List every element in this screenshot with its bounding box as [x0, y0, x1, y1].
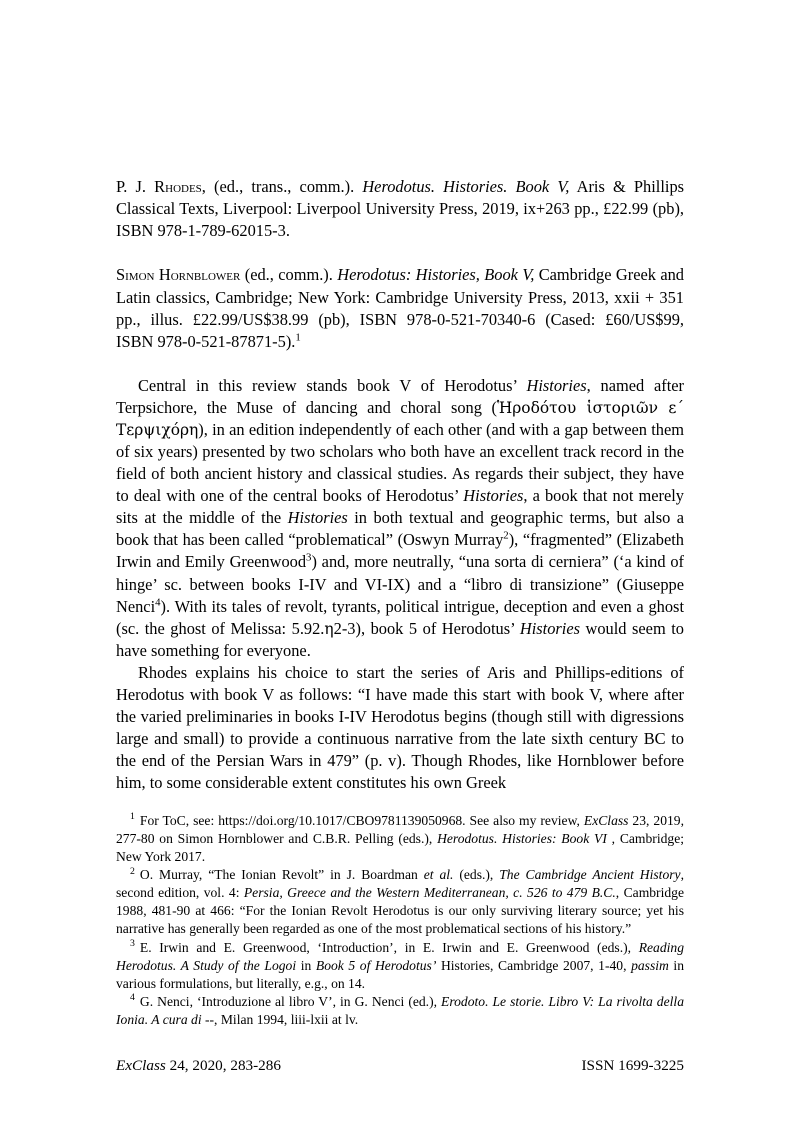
text-run: , Cambridge 1988, 481-90 at 466: “For the Ionian Revolt Herodotus is our only surviving literary source; yet his narrative has generally been regarded as one of the most problematical sections of his history.”: [116, 885, 684, 937]
text-run: ) and, more neutrally, “una sorta di cerniera” (‘a kind of hinge’ sc. between books I-IV and VI-IX) and a “libro di transizione” (Giuseppe Nenci: [116, 552, 684, 616]
book-title: Herodotus: Histories, Book V,: [337, 265, 535, 285]
italic-text: passim: [631, 957, 669, 973]
text-run: , Cambridge; New York 2017.: [116, 831, 685, 865]
text-run: ), in an edition independently of each other (and with a gap between them of six years) presented by two scholars who both have an excellent track record in the field of both ancient history and classical studies. As regards their subject, they have to deal with one of the central books of Herodotus’: [116, 420, 684, 506]
paragraph-rhodes-explains: [116, 662, 684, 794]
italic-text: Histories: [287, 508, 348, 528]
text-run: Rhodes explains his choice to start the series of Aris and Phillips-editions of Herodotus with book V as follows: “I have made this start with book V, where after the varied preliminaries in books I-IV Herodotus begins (though still with digressions large and small) to provide a continuous narrative from the late sixth century BC to the end of the Persian Wars in 479” (p. v). Though Rhodes, like Hornblower before him, to some considerable extent constitutes his own Greek: [116, 662, 684, 793]
italic-text: ExClass: [583, 813, 629, 828]
author-surname-smallcaps: ornblower: [170, 265, 241, 285]
footnote-number: 2: [130, 865, 135, 877]
book-title: Herodotus. Histories. Book V,: [362, 177, 570, 196]
text-run: in: [296, 957, 316, 973]
italic-text: Erodoto. Le storie. Libro V: La rivolta della Ionia. A cura di --: [116, 993, 684, 1027]
author-name: P. J. Rhodes: [116, 177, 202, 196]
text-run: (eds.),: [453, 867, 500, 883]
footnotes-section: [116, 812, 684, 1029]
text-run: , Milan 1994, liii-lxii at lv.: [214, 1011, 359, 1027]
footnote-3: [116, 939, 684, 993]
footer-journal-name: ExClass: [116, 1057, 166, 1074]
text-run: For ToC, see: https://doi.org/10.1017/CBO9781139050968. See also my review,: [139, 813, 584, 828]
greek-text: Ἡροδότου ἱστοριῶν ε΄ Τερψιχόρη: [116, 399, 684, 440]
footnote-4: [116, 993, 684, 1029]
greek-text: η: [324, 619, 334, 638]
text-run: 23, 2019, 277-80 on Simon Hornblower and C.B.R. Pelling (eds.),: [116, 813, 684, 847]
footnote-marker[interactable]: 1: [295, 331, 301, 344]
italic-text: Herodotus. Histories: Book VI: [437, 831, 607, 847]
text-run: Central in this review stands book V of Herodotus’: [138, 375, 527, 395]
text-run: O. Murray, “The Ionian Revolt” in J. Boardman: [139, 867, 424, 883]
text-run: in both textual and geographic terms, but also a book that has been called “problematical” (Oswyn Murray: [116, 508, 684, 550]
italic-text: Histories: [463, 486, 524, 506]
footnote-number: 1: [130, 811, 135, 823]
italic-text: et al.: [423, 867, 454, 883]
text-run: would seem to have something for everyone.: [116, 618, 684, 660]
footnote-number: 4: [130, 992, 135, 1004]
italic-text: Histories: [519, 618, 580, 638]
italic-text: Persia, Greece and the Western Mediterranean, c. 526 to 479 B.C.: [243, 885, 616, 901]
reference-rhodes: P. J. Rhodes, (ed., trans., comm.). Herodotus. Histories. Book V, Aris & Phillips Classical Texts, Liverpool: Liverpool University Press, 2019, ix+263 pp., £22.99 (pb), ISBN 978-1-789-62015-3.: [116, 177, 685, 241]
text-run: in various formulations, but literally, e.g., on 14.: [116, 957, 685, 991]
italic-text: Reading Herodotus. A Study of the Logoi: [116, 939, 684, 973]
footer-journal-citation: [116, 1057, 281, 1075]
reference-hornblower: Simon Hornblower (ed., comm.). Herodotus: Histories, Book V, Cambridge Greek and Latin classics, Cambridge; New York: Cambridge University Press, 2013, xxii + 351 pp., illus. £22.99/US$38.99 (pb), ISBN 978-0-521-70340-6 (Cased: £60/US$99, ISBN 978-0-521-87871-5).$^1$: [116, 265, 684, 351]
footnote-marker[interactable]: 2: [503, 529, 509, 542]
text-run: 2-3), book 5 of Herodotus’: [333, 618, 520, 638]
footnote-1: [116, 812, 684, 866]
footnote-marker[interactable]: 3: [306, 552, 312, 565]
author-smallcaps: imon: [125, 265, 155, 285]
footer-issn: ISSN 1699-3225: [581, 1057, 684, 1074]
footer-citation-rest: 24, 2020, 283-286: [165, 1057, 281, 1074]
text-run: E. Irwin and E. Greenwood, ‘Introduction’, in E. Irwin and E. Greenwood (eds.),: [139, 939, 639, 955]
text-run: ). With its tales of revolt, tyrants, political intrigue, deception and even a ghost (sc. the ghost of Melissa: 5.92.: [116, 596, 684, 638]
text-run: G. Nenci, ‘Introduzione al libro V’, in G. Nenci (ed.),: [139, 993, 442, 1009]
italic-text: Book 5 of Herodotus’: [315, 957, 437, 973]
article-body: [116, 176, 684, 794]
text-run: , named after Terpsichore, the Muse of dancing and choral song (: [116, 375, 685, 418]
italic-text: The Cambridge Ancient History: [499, 867, 681, 883]
author-smallcaps: hodes: [165, 177, 202, 196]
paragraph-central: [116, 375, 684, 662]
footnote-2: [116, 866, 684, 938]
footnote-number: 3: [130, 938, 135, 950]
text-run: Histories, Cambridge 2007, 1-40,: [436, 957, 632, 973]
author-name: Simon Hornblower: [116, 265, 241, 285]
text-run: , second edition, vol. 4:: [116, 867, 684, 901]
footnote-marker[interactable]: 4: [155, 596, 161, 609]
italic-text: Histories: [526, 375, 587, 395]
text-run: ), “fragmented” (Elizabeth Irwin and Emily Greenwood: [116, 530, 684, 572]
text-run: , a book that not merely sits at the middle of the: [116, 486, 685, 528]
page-footer: [116, 1057, 684, 1075]
